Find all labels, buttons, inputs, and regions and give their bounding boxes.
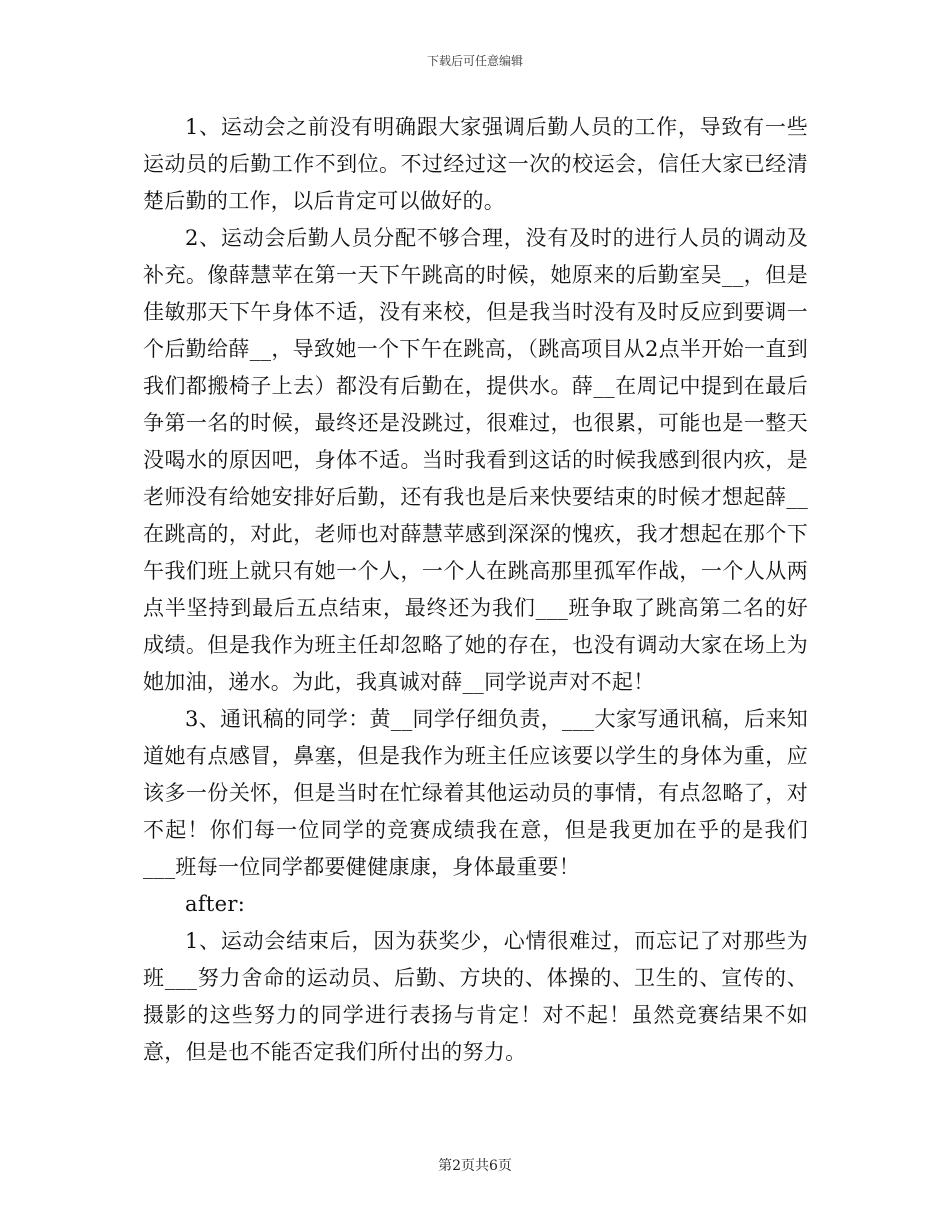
paragraph-news-writers: 3、通讯稿的同学：黄__同学仔细负责，___大家写通讯稿，后来知道她有点感冒，鼻塞，但是我作为班主任应该要以学生的身体为重，应该多一份关怀，但是当时在忙绿着其他运动员的事情，有点忽略了，对不起！你们每一位同学的竞赛成绩我在意，但是我更加在乎的是我们___班每一位同学都要健健康康，身体最重要！	[143, 707, 808, 879]
paragraph-after-1: 1、运动会结束后，因为获奖少，心情很难过，而忘记了对那些为班___努力舍命的运动员、后勤、方块的、体操的、卫生的、宣传的、摄影的这些努力的同学进行表扬与肯定！对不起！虽然竞赛结果不如意，但是也不能否定我们所付出的努力。	[143, 929, 808, 1064]
document-body	[143, 109, 808, 1071]
paragraph-logistics-allocation: 2、运动会后勤人员分配不够合理，没有及时的进行人员的调动及补充。像薛慧苹在第一天下午跳高的时候，她原来的后勤室吴__，但是佳敏那天下午身体不适，没有来校，但是我当时没有及时反应到要调一个后勤给薛__，导致她一个下午在跳高，（跳高项目从2点半开始一直到我们都搬椅子上去）都没有后勤在，提供水。薛__在周记中提到在最后争第一名的时候，最终还是没跳过，很难过，也很累，可能也是一整天没喝水的原因吧，身体不适。当时我看到这话的时候我感到很内疚，是老师没有给她安排好后勤，还有我也是后来快要结束的时候才想起薛__在跳高的，对此，老师也对薛慧苹感到深深的愧疚，我才想起在那个下午我们班上就只有她一个人，一个人在跳高那里孤军作战，一个人从两点半坚持到最后五点结束，最终还为我们___班争取了跳高第二名的好成绩。但是我作为班主任却忽略了她的存在，也没有调动大家在场上为她加油，递水。为此，我真诚对薛__同学说声对不起！	[143, 226, 808, 694]
paragraph-logistics-emphasis: 1、运动会之前没有明确跟大家强调后勤人员的工作，导致有一些运动员的后勤工作不到位。不过经过这一次的校运会，信任大家已经清楚后勤的工作，以后肯定可以做好的。	[143, 115, 808, 213]
page-header: 下载后可任意编辑	[426, 54, 523, 68]
paragraph-after-heading: after:	[185, 892, 246, 916]
page-footer: 第2页共6页	[438, 1158, 512, 1174]
